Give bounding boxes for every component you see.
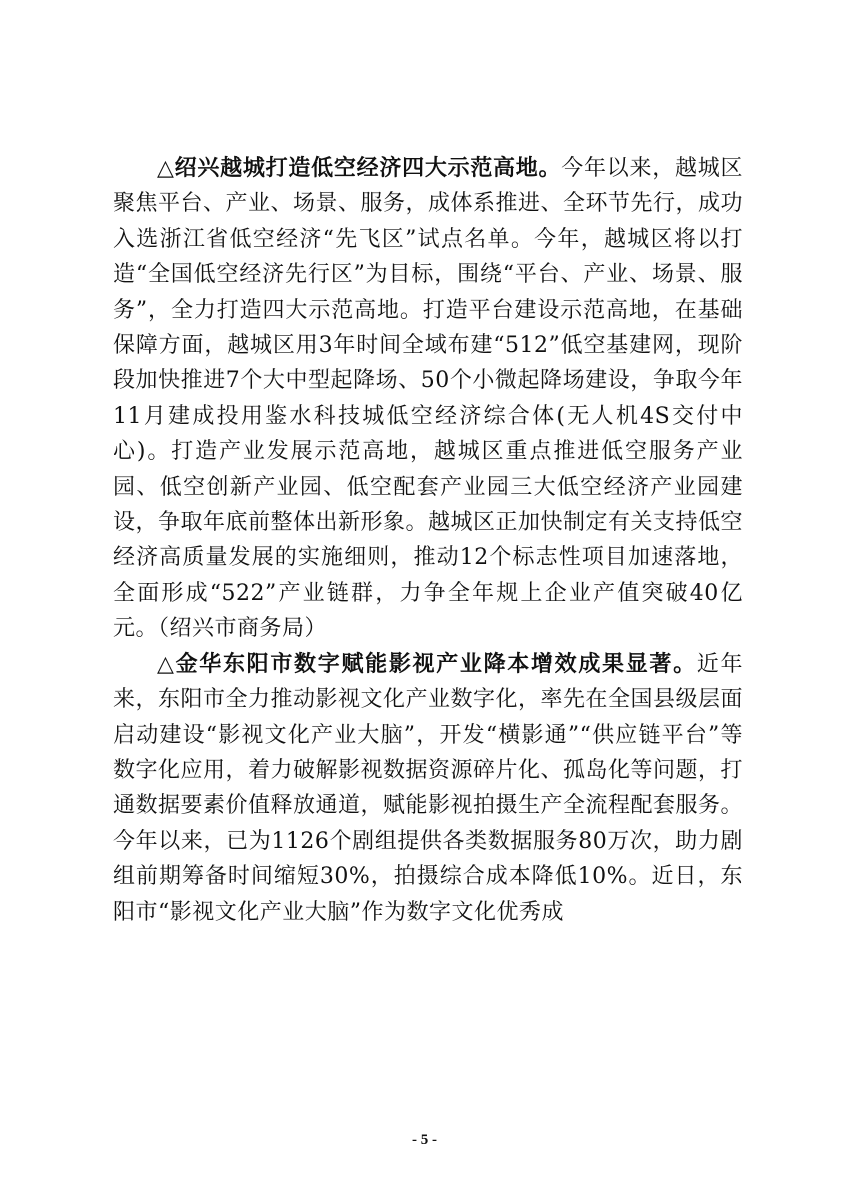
paragraph-heading: △绍兴越城打造低空经济四大示范高地。 <box>157 155 562 181</box>
paragraph-heading: △金华东阳市数字赋能影视产业降本增效成果显著。 <box>157 650 697 677</box>
paragraph-shaoxing-yuecheng <box>113 151 743 647</box>
document-body <box>113 151 743 930</box>
page-number: - 5 - <box>412 1132 437 1148</box>
paragraph-text: 近年来，东阳市全力推动影视文化产业数字化，率先在全国县级层面启动建设“影视文化产业大脑”，开发“横影通”“供应链平台”等数字化应用，着力破解影视数据资源碎片化、孤岛化等问题，打通数据要素价值释放通道，赋能影视拍摄生产全流程配套服务。今年以来，已为1126个剧组提供各类数据服务80万次，助力剧组前期筹备时间缩短30%，拍摄综合成本降低10%。近日，东阳市“影视文化产业大脑”作为数字文化优秀成 <box>113 651 744 925</box>
paragraph-jinhua-dongyang <box>113 647 743 930</box>
paragraph-text: 今年以来，越城区聚焦平台、产业、场景、服务，成体系推进、全环节先行，成功入选浙江省低空经济“先飞区”试点名单。今年，越城区将以打造“全国低空经济先行区”为目标，围绕“平台、产业、场景、服务”，全力打造四大示范高地。打造平台建设示范高地，在基础保障方面，越城区用3年时间全域布建“512”低空基建网，现阶段加快推进7个大中型起降场、50个小微起降场建设，争取今年11月建成投用鉴水科技城低空经济综合体(无人机4S交付中心)。打造产业发展示范高地，越城区重点推进低空服务产业园、低空创新产业园、低空配套产业园三大低空经济产业园建设，争取年底前整体出新形象。越城区正加快制定有关支持低空经济高质量发展的实施细则，推动12个标志性项目加速落地，全面形成“522”产业链群，力争全年规上企业产值突破40亿元。（绍兴市商务局） <box>113 156 744 642</box>
